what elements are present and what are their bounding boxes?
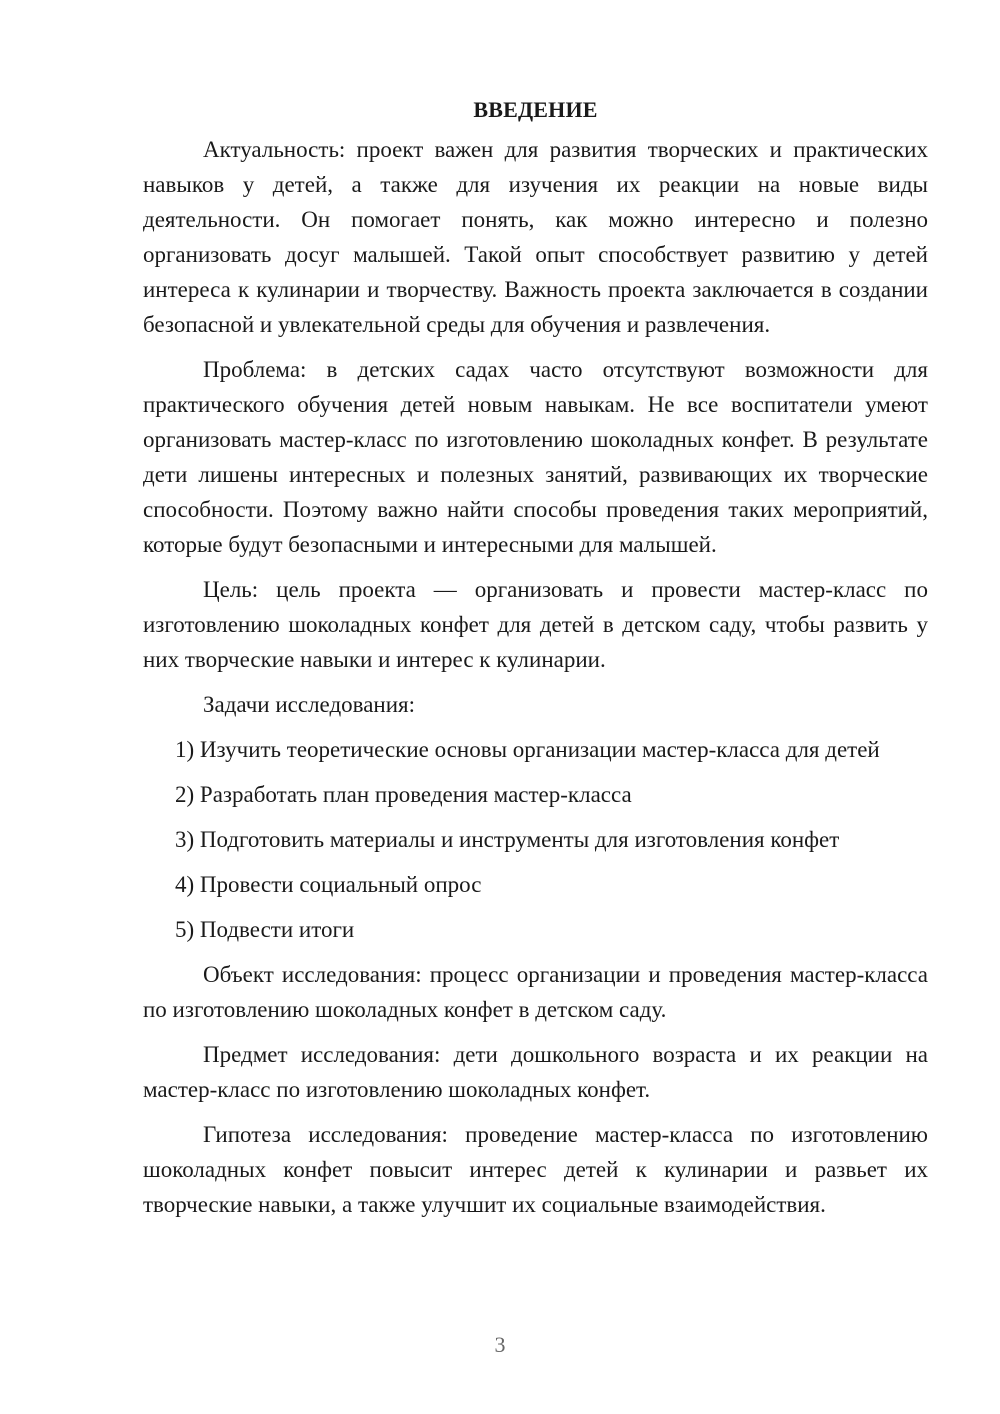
tasks-heading: Задачи исследования: bbox=[203, 692, 416, 717]
task-item: 4) Провести социальный опрос bbox=[175, 872, 482, 897]
task-item: 5) Подвести итоги bbox=[175, 917, 355, 942]
object-paragraph: Объект исследования: процесс организации и проведения мастер-класса по изготовлению шоколадных конфет в детском саду. bbox=[143, 962, 928, 1022]
subject-paragraph: Предмет исследования: дети дошкольного возраста и их реакции на мастер-класс по изготовлению шоколадных конфет. bbox=[143, 1042, 928, 1102]
task-item: 1) Изучить теоретические основы организации мастер-класса для детей bbox=[175, 737, 880, 762]
task-item: 3) Подготовить материалы и инструменты для изготовления конфет bbox=[175, 827, 840, 852]
relevance-paragraph: Актуальность: проект важен для развития творческих и практических навыков у детей, а также для изучения их реакции на новые виды деятельности. Он помогает понять, как можно интересно и полезно организовать досуг малышей. Такой опыт способствует развитию у детей интереса к кулинарии и творчеству. Важность проекта заключается в создании безопасной и увлекательной среды для обучения и развлечения. bbox=[143, 137, 928, 337]
problem-paragraph: Проблема: в детских садах часто отсутствуют возможности для практического обучения детей новым навыкам. Не все воспитатели умеют организовать мастер-класс по изготовлению шоколадных конфет. В результате дети лишены интересных и полезных занятий, развивающих их творческие способности. Поэтому важно найти способы проведения таких мероприятий, которые будут безопасными и интересными для малышей. bbox=[143, 357, 928, 557]
page-number: 3 bbox=[494, 1332, 506, 1357]
section-title: ВВЕДЕНИЕ bbox=[473, 97, 598, 122]
task-item: 2) Разработать план проведения мастер-класса bbox=[175, 782, 632, 807]
goal-paragraph: Цель: цель проекта — организовать и провести мастер-класс по изготовлению шоколадных конфет для детей в детском саду, чтобы развить у них творческие навыки и интерес к кулинарии. bbox=[143, 577, 928, 672]
hypothesis-paragraph: Гипотеза исследования: проведение мастер-класса по изготовлению шоколадных конфет повысит интерес детей к кулинарии и развьет их творческие навыки, а также улучшит их социальные взаимодействия. bbox=[143, 1122, 928, 1217]
document-page bbox=[143, 92, 928, 1232]
